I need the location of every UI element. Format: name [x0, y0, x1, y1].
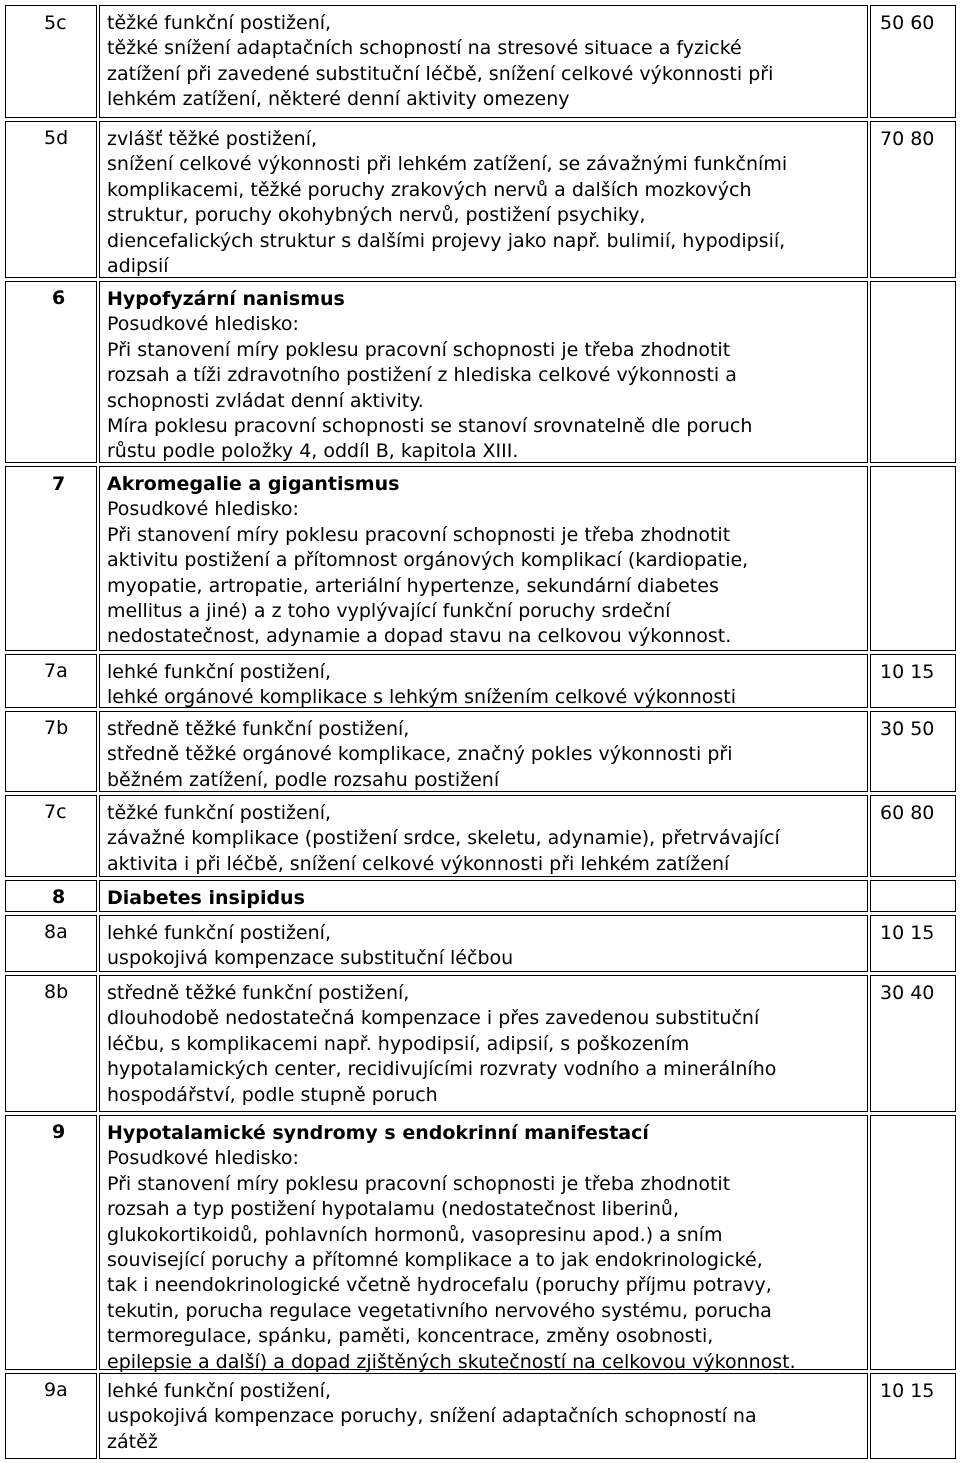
description-cell: [99, 880, 868, 912]
item-code-cell: [5, 121, 97, 278]
description-line: myopatie, artropatie, arteriální hypertenze, sekundární diabetes: [107, 574, 719, 597]
description-line: nedostatečnost, adynamie a dopad stavu na celkovou výkonnost.: [107, 625, 732, 648]
description-line: glukokortikoidů, pohlavních hormonů, vasopresinu apod.) a sním: [107, 1223, 723, 1246]
item-code-cell: [5, 281, 97, 463]
item-code: 7b: [44, 717, 69, 739]
percentage-cell: [870, 915, 956, 972]
description-line: aktivitu postižení a přítomnost orgánových komplikací (kardiopatie,: [107, 549, 749, 572]
table-row: [0, 1373, 960, 1459]
description-line: termoregulace, spánku, paměti, koncentrace, změny osobnosti,: [107, 1325, 714, 1348]
description-cell: [99, 281, 868, 463]
description-line: tak i neendokrinologické včetně hydrocefalu (poruchy příjmu potravy,: [107, 1274, 772, 1297]
description-line: adipsií: [107, 255, 169, 278]
description-line: zatížení při zavedené substituční léčbě, snížení celkové výkonnosti při: [107, 62, 774, 85]
item-code-cell: [5, 795, 97, 877]
item-code: 7: [52, 473, 66, 495]
description-line: zvlášť těžké postižení,: [107, 128, 318, 150]
description-cell: [99, 5, 868, 118]
description-line: středně těžké funkční postižení,: [107, 718, 410, 740]
percentage-cell: [870, 281, 956, 463]
item-code-cell: [5, 1373, 97, 1459]
percentage-range: 70 80: [880, 128, 935, 150]
table-row: [0, 975, 960, 1112]
table-row: [0, 466, 960, 651]
item-code-cell: [5, 466, 97, 651]
description-line: epilepsie a další) a dopad zjištěných skutečností na celkovou výkonnost.: [107, 1350, 796, 1373]
table-row: [0, 1115, 960, 1373]
percentage-range: 50 60: [880, 12, 935, 34]
item-code-cell: [5, 915, 97, 972]
description-text: [107, 11, 773, 113]
description-line: Posudkové hledisko:: [107, 313, 299, 336]
description-text: [107, 1121, 796, 1375]
description-line: komplikacemi, těžké poruchy zrakových nervů a dalších mozkových: [107, 178, 752, 201]
description-line: tekutin, porucha regulace vegetativního nervového systému, porucha: [107, 1299, 772, 1322]
table-row: [0, 711, 960, 792]
description-cell: [99, 975, 868, 1112]
description-text: [107, 886, 305, 911]
description-text: [107, 717, 732, 793]
item-code: 5c: [44, 12, 67, 34]
description-line: závažné komplikace (postižení srdce, skeletu, adynamie), přetrvávající: [107, 827, 780, 850]
description-cell: [99, 1115, 868, 1373]
description-line: rozsah a typ postižení hypotalamu (nedostatečnost liberinů,: [107, 1198, 679, 1221]
description-line: těžké snížení adaptačních schopností na stresové situace a fyzické: [107, 37, 742, 60]
percentage-cell: [870, 466, 956, 651]
description-line: hospodářství, podle stupně poruch: [107, 1083, 438, 1106]
table-row: [0, 5, 960, 118]
item-code: 6: [52, 287, 66, 309]
table-row: [0, 121, 960, 278]
item-code: 7a: [44, 660, 68, 682]
description-line: schopnosti zvládat denní aktivity.: [107, 389, 424, 412]
description-cell: [99, 795, 868, 877]
description-line: středně těžké funkční postižení,: [107, 982, 410, 1004]
table-row: [0, 915, 960, 972]
description-text: [107, 660, 736, 711]
item-code: 8b: [44, 981, 69, 1003]
item-code-cell: [5, 975, 97, 1112]
section-title: Hypofyzární nanismus: [107, 288, 345, 310]
description-line: uspokojivá kompenzace substituční léčbou: [107, 947, 514, 970]
item-code: 9: [52, 1121, 66, 1143]
description-line: uspokojivá kompenzace poruchy, snížení adaptačních schopností na: [107, 1405, 757, 1428]
item-code-cell: [5, 5, 97, 118]
percentage-range: 10 15: [880, 661, 935, 683]
table-row: [0, 281, 960, 463]
item-code: 8: [52, 886, 66, 908]
description-line: lehké orgánové komplikace s lehkým snížením celkové výkonnosti: [107, 686, 737, 709]
percentage-range: 60 80: [880, 802, 935, 824]
description-line: související poruchy a přítomné komplikace a to jak endokrinologické,: [107, 1249, 763, 1272]
description-line: Posudkové hledisko:: [107, 1147, 299, 1170]
description-text: [107, 472, 748, 650]
percentage-cell: [870, 654, 956, 708]
description-line: těžké funkční postižení,: [107, 802, 332, 824]
percentage-range: 30 40: [880, 982, 935, 1004]
description-line: běžném zatížení, podle rozsahu postižení: [107, 768, 500, 791]
description-line: mellitus a jiné) a z toho vyplývající funkční poruchy srdeční: [107, 600, 671, 623]
description-line: hypotalamických center, recidivujícími rozvraty vodního a minerálního: [107, 1058, 777, 1081]
percentage-cell: [870, 795, 956, 877]
description-line: lehkém zatížení, některé denní aktivity omezeny: [107, 88, 570, 111]
description-line: Při stanovení míry poklesu pracovní schopnosti je třeba zhodnotit: [107, 1172, 731, 1195]
description-line: dlouhodobě nedostatečná kompenzace i přes zavedenou substituční: [107, 1007, 760, 1030]
description-text: [107, 921, 513, 972]
description-line: zátěž: [107, 1430, 158, 1453]
percentage-cell: [870, 121, 956, 278]
description-line: Při stanovení míry poklesu pracovní schopnosti je třeba zhodnotit: [107, 523, 731, 546]
description-cell: [99, 121, 868, 278]
description-line: diencefalických struktur s dalšími projevy jako např. bulimií, hypodipsií,: [107, 229, 786, 252]
item-code-cell: [5, 654, 97, 708]
description-line: lehké funkční postižení,: [107, 1380, 331, 1402]
description-line: středně těžké orgánové komplikace, značný pokles výkonnosti při: [107, 743, 733, 766]
percentage-cell: [870, 880, 956, 912]
description-text: [107, 127, 787, 279]
description-text: [107, 1379, 757, 1455]
description-text: [107, 981, 776, 1108]
description-line: léčbu, s komplikacemi např. hypodipsií, adipsií, s poškozením: [107, 1032, 690, 1055]
description-line: snížení celkové výkonnosti při lehkém zatížení, se závažnými funkčními: [107, 153, 788, 176]
item-code: 5d: [44, 127, 69, 149]
description-cell: [99, 654, 868, 708]
description-line: struktur, poruchy okohybných nervů, postižení psychiky,: [107, 204, 646, 227]
description-line: aktivita i při léčbě, snížení celkové výkonnosti při lehkém zatížení: [107, 852, 730, 875]
table-row: [0, 795, 960, 877]
item-code-cell: [5, 880, 97, 912]
percentage-cell: [870, 1115, 956, 1370]
item-code-cell: [5, 1115, 97, 1370]
description-cell: [99, 711, 868, 792]
description-cell: [99, 466, 868, 651]
description-line: růstu podle položky 4, oddíl B, kapitola XIII.: [107, 440, 519, 463]
description-line: těžké funkční postižení,: [107, 12, 332, 34]
item-code: 8a: [44, 921, 68, 943]
description-text: [107, 287, 752, 465]
table-row: [0, 654, 960, 708]
description-line: Posudkové hledisko:: [107, 498, 299, 521]
description-line: Při stanovení míry poklesu pracovní schopnosti je třeba zhodnotit: [107, 338, 731, 361]
percentage-cell: [870, 1373, 956, 1459]
section-title: Hypotalamické syndromy s endokrinní manifestací: [107, 1122, 649, 1144]
section-title: Diabetes insipidus: [107, 887, 305, 909]
description-text: [107, 801, 780, 877]
section-title: Akromegalie a gigantismus: [107, 473, 400, 495]
description-cell: [99, 1373, 868, 1459]
description-line: lehké funkční postižení,: [107, 922, 331, 944]
percentage-range: 10 15: [880, 922, 935, 944]
description-line: lehké funkční postižení,: [107, 661, 331, 683]
table-row: [0, 880, 960, 912]
percentage-range: 30 50: [880, 718, 935, 740]
item-code: 7c: [44, 801, 67, 823]
description-line: Míra poklesu pracovní schopnosti se stanoví srovnatelně dle poruch: [107, 415, 753, 438]
percentage-range: 10 15: [880, 1380, 935, 1402]
description-line: rozsah a tíži zdravotního postižení z hlediska celkové výkonnosti a: [107, 364, 737, 387]
percentage-cell: [870, 5, 956, 118]
percentage-cell: [870, 711, 956, 792]
percentage-cell: [870, 975, 956, 1112]
item-code: 9a: [44, 1379, 68, 1401]
item-code-cell: [5, 711, 97, 792]
description-cell: [99, 915, 868, 972]
